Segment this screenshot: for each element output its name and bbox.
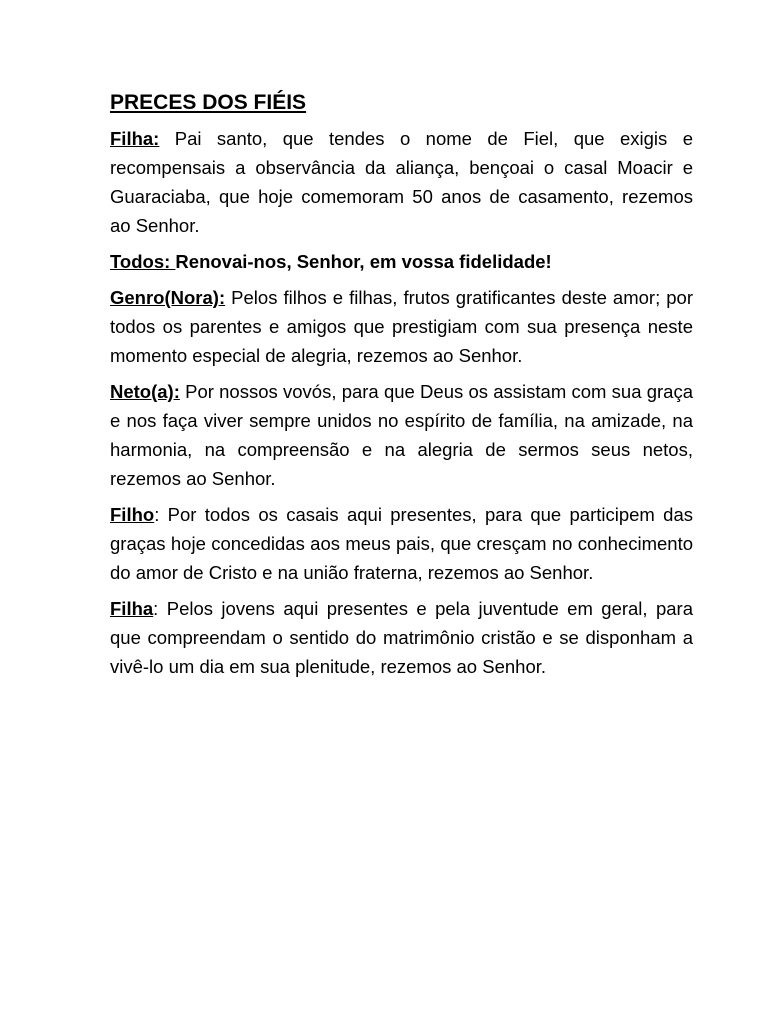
speaker-label: Genro(Nora): [110, 287, 226, 308]
speaker-label: Filho [110, 504, 155, 525]
prayer-paragraph-filho [110, 500, 693, 587]
prayer-paragraph-neto [110, 377, 693, 493]
prayer-paragraph-filha-1 [110, 124, 693, 240]
prayer-text: Pelos filhos e filhas, frutos gratificantes deste amor; por todos os parentes e amigos que prestigiam com sua presença neste momento especial de alegria, rezemos ao Senhor. [110, 287, 693, 366]
prayer-text: Por nossos vovós, para que Deus os assistam com sua graça e nos faça viver sempre unidos no espírito de família, na amizade, na harmonia, na compreensão e na alegria de sermos seus netos, rezemos ao Senhor. [110, 381, 693, 489]
response-text: Renovai-nos, Senhor, em vossa fidelidade! [175, 251, 552, 272]
speaker-label: Filha [110, 598, 154, 619]
prayer-paragraph-genro [110, 283, 693, 370]
prayer-text: Pai santo, que tendes o nome de Fiel, que exigis e recompensais a observância da aliança, bençoai o casal Moacir e Guaraciaba, que hoje comemoram 50 anos de casamento, rezemos ao Senhor. [110, 128, 693, 236]
document-page [110, 88, 693, 688]
prayer-paragraph-filha-2 [110, 594, 693, 681]
prayer-paragraph-todos [110, 247, 693, 276]
speaker-label: Neto(a): [110, 381, 180, 402]
document-title: PRECES DOS FIÉIS [110, 91, 307, 114]
speaker-label: Todos: [110, 251, 176, 272]
prayer-text: : Pelos jovens aqui presentes e pela juventude em geral, para que compreendam o sentido do matrimônio cristão e se disponham a vivê-lo um dia em sua plenitude, rezemos ao Senhor. [110, 598, 693, 677]
speaker-label: Filha: [110, 128, 160, 149]
prayer-text: : Por todos os casais aqui presentes, para que participem das graças hoje concedidas aos meus pais, que cresçam no conhecimento do amor de Cristo e na união fraterna, rezemos ao Senhor. [110, 504, 693, 583]
